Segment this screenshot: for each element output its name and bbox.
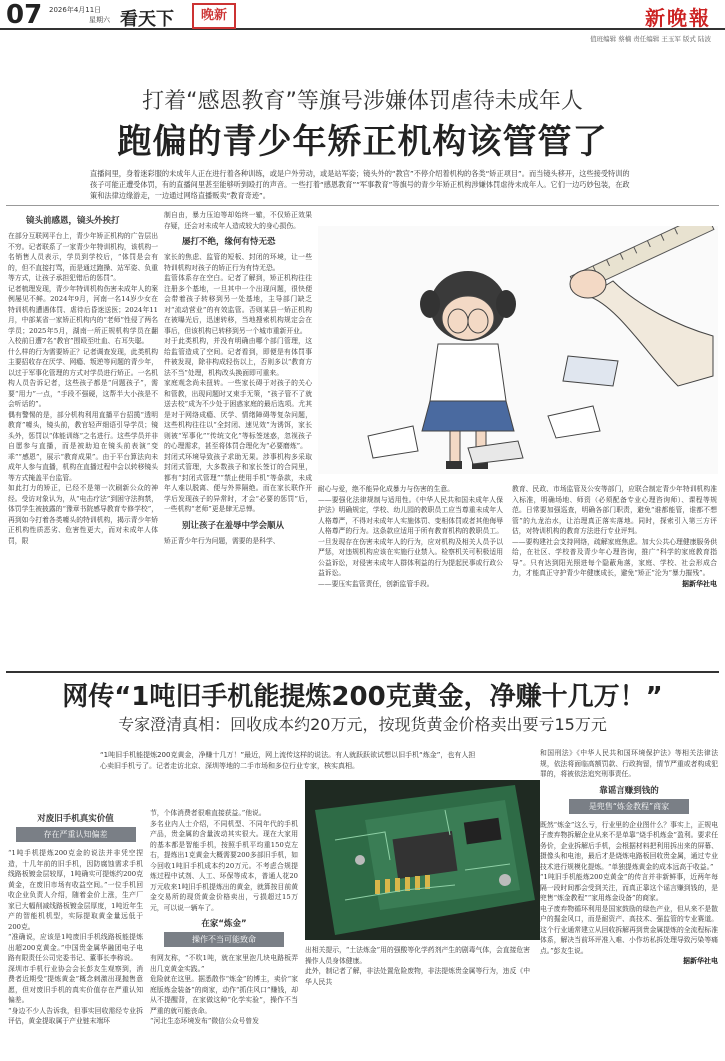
story2-subtitle: 专家澄清真相：回收成本约20万元，按现货黄金价格卖出要亏15万元	[118, 715, 607, 734]
story2-column-4	[540, 748, 718, 1058]
circuit-board-photo	[305, 780, 540, 940]
newspaper-logo: 新晚報	[645, 6, 711, 30]
story2-box1-tag: 存在严重认知偏差	[16, 827, 136, 842]
paragraph: 在部分互联网平台上，青少年矫正机构的广告层出不穷。记者联系了一家青少年特训机构，该机构一名销售人员表示，学员到学校后，“体罚是会有的，但不直接打骂，而是通过跑操、站军姿、负重等方式，让孩子承担犯错后的惩罚”。	[8, 232, 158, 282]
divider	[6, 205, 719, 206]
story2-box2-title: 在家“炼金”	[201, 919, 247, 929]
paragraph: 制自由，暴力压迫等却始终一辙，不仅矫正效果存疑，还会对未成年人造成较大的身心损伤。	[164, 211, 312, 230]
paragraph: “身边不少人告诉我，但事实回收需经专业拆评估，黄金提取属于产业链末端环	[8, 1006, 143, 1025]
story1-column-3	[318, 484, 503, 589]
paragraph: ——要强化法律规制与适用性。《中华人民共和国未成年人保护法》明确规定，学校、幼儿园的教职员工应当尊重未成年人人格尊严，不得对未成年人实施体罚、变相体罚或者其他侮辱人格尊严的行为。这条款应适用于所有教育机构的教职员工。一旦发现存在伤害未成年人的行为，应对机构及相关人员予以严惩，对违规机构应该在实施行业禁入。检察机关可积极适用公益诉讼，对侵害未成年人群体利益的行为提起民事或行政公益诉讼。	[318, 495, 503, 577]
story2-box2-tag: 操作不当可能致命	[164, 932, 284, 947]
story1-kicker: 打着“感恩教育”等旗号涉嫌体罚虐待未成年人	[142, 89, 583, 114]
issue-weekday: 星期六	[89, 16, 110, 24]
paragraph: 多名业内人士介绍，不同机型、不同年代的手机产品，贵金属的含量波动其实很大。现在大家用的基本都是智能手机，按照手机平均重150克左右，提炼出1克黄金大概需要200多部旧手机，如今回收1吨旧手机成本约20万元。不考虑合规提炼过程中试剂、人工、环保等成本，普通人花20万元收来1吨旧手机提炼出的黄金，就算按目前黄金交易所的现货黄金价格卖出，亏损超过15万元，可以说一辆车了。	[150, 819, 298, 912]
story1-column-2	[164, 210, 312, 665]
paragraph: 深圳市手机行业协会会长彭友生观察到，消费者近期受“提炼黄金”概念刺激出现抛售意愿，但对废旧手机的真实价值存在严重认知偏差。	[8, 964, 143, 1004]
paragraph: 电子废弃物循环利用是国家鼓励的绿色产业，但从来不是散户的掘金风口，而是耐资产、高技术、强监管的专业赛道。这个行业通常建立从回收拆解再到贵金属提炼的全流程标准体系，解决当前环评准入难、小作坊私拆处理导致污染等痛点。”彭友生说。	[540, 904, 718, 955]
story2-credit: 据新华社电	[683, 957, 718, 965]
paragraph: 既然“炼金”这么亏，行业里的企业图什么？事实上，正规电子废弃物拆解企业从来不是单靠“烧手机炼金”盈利。要求任务价，企业拆解后手机，会根据材料把利用拆出来的屏幕、摄像头和电池，最后才是烧炼电路板回收贵金属，通过专业技术进行规模化提炼。“单独提炼黄金的成本远高于收益。”	[540, 820, 718, 871]
crying-child-illustration	[318, 226, 718, 474]
paragraph: 矫正青少年行为问题，需要的是科学、	[164, 536, 280, 545]
paragraph: 家庭观念尚未扭转。一些家长碍于对孩子的关心和管教，出现问题时又束手无策，“孩子管不了就送去校”成为不少处于困惑家庭的最后选项。尤其是对于网络成瘾、厌学、情绪障碍等复杂问题，这些机构往往以“全封闭、速见效”为诱饵，家长则被“军事化”“传统文化”等标签迷惑，忽视孩子的心理需求，甚至将体罚合理化为“必要磨炼”。	[164, 379, 312, 450]
paragraph: 封闭式环境导致孩子求助无果。涉事机构多采取封闭式管理，大多数孩子和家长签订的合同里，都有“封闭式管理”“禁止使用手机”等条款，未成年人难以脱离、便与外界隔绝。而在家长联作开学后发现孩子的异常时，才会“必要的惩罚”后，一些机构“老师”更是肆无忌惮。	[164, 452, 312, 513]
paragraph: 如此打力的矫正，已经不是第一次刷新公众的神经。受访对象认为，从“电击疗法”到困守法拘禁，体罚学生被披露的“豫章书院感导教育专修学校”，再到如今打着各类噱头的特训机构，揭示青少年矫正机构性质恶劣、危害性更大，而对未成年人体罚，限	[8, 484, 158, 545]
paragraph: 危险就在这里。据悉散作“炼金”的博主，卖价“家庭版炼金装备”的商家，动作“抓住风口”赚钱，却从不提醒背，在家做这种“化学实验”，操作不当严重的就可能丧命。	[150, 975, 298, 1015]
story1-credit: 据新华社电	[682, 579, 717, 588]
section-name: 看天下	[120, 9, 174, 30]
story1-headline: 跑偏的青少年矫正机构该管管了	[117, 122, 608, 162]
story1-subhead-2: 屡打不绝，缘何有恃无恐	[182, 237, 276, 247]
story2-column-1	[8, 808, 143, 1058]
story2-headline: 网传“1吨旧手机能提炼200克黄金，净赚十几万！”	[62, 682, 663, 712]
paragraph: “1吨旧手机能炼200克黄金”的传言并非新鲜事，近两年每隔一段时间都会受到关注，而真正靠这个谣言赚到钱的，是兜售“炼金教程”“家用炼金设备”的商家。	[540, 873, 718, 902]
story2-column-2	[150, 808, 298, 1058]
story1-column-1	[8, 210, 158, 546]
paragraph: ——要压实监管责任，创新监管手段。	[318, 579, 434, 588]
story2-box1-title: 对废旧手机真实价值	[37, 814, 114, 824]
story2-lead: “1吨旧手机能提炼200克黄金，净赚十几万！”最近，网上流传这样的说法。有人就跃跃欲试想以旧手机“炼金”，也有人担心卖旧手机亏了。记者走访北京、深圳等地的二手市场和多位行业专家，核实真相。	[100, 751, 476, 770]
paragraph: 教育、民政、市场监管及公安等部门，应联合制定青少年特训机构准入标准，明确场地、师资（必须配备专业心理咨询师）、课程等规范。日常要加强巡查，明确各部门职责，避免“谁都能管，谁都不想管”的九龙治水，让治理真正落实落地。同时，探索引入第三方评估，对特训机构的教育方法进行专业评判。	[512, 485, 717, 535]
issue-date: 2026年4月11日	[49, 6, 102, 14]
masthead	[0, 0, 725, 30]
paragraph: 监管体系存在空白。记者了解到，矫正机构往往注册多个基地，一旦其中一个出现问题，很快便会带着孩子转移到另一处基地，主导部门缺乏对“流动营业”的有效监管。否则某县一矫正机构在被曝光后，迅速转移，当地搜索机构规定会在事后，但该机构已转移到另一个城市重新开业。	[164, 274, 312, 335]
circuit-board-image	[305, 780, 540, 940]
paragraph: 记者梳理发现，青少年特训机构伤害未成年人的案例屡见不鲜。2024年9月，河南一名14岁少女在特训机构遭遇体罚、虐待后昏迷送医；2024年11月，中部某省一家矫正机构内的“老师”性侵了两名学员；2025年5月，湖南一所正规机构学员在翻入校前日遭7名“教官”围殴至吐血、右耳失聪。	[8, 284, 158, 345]
page-number: 07	[6, 0, 43, 30]
story2-column-3	[305, 945, 530, 987]
paragraph: 家长的焦虑、监管的短板、封闭的环境，让一些特训机构对孩子的矫正行为有恃无恐。	[164, 253, 312, 272]
section-divider	[6, 671, 719, 673]
paragraph: “河北生态环境发布”微信公众号曾发	[150, 1017, 259, 1025]
story2-box3-tag: 是兜售“炼金教程”商家	[569, 799, 689, 814]
story1-column-4	[512, 484, 717, 589]
paragraph: 此外，制记者了解，非法处置危险废物，非法提炼贵金属等行为，违反《中华人民共	[305, 967, 530, 986]
paragraph: 对于此类机构，并没有明确由哪个部门管理，这给监管造成了空间。记者看到，即便是有体罚事件被发现，除非构成轻伤以上，否则多以“教育方法不当”处理，机构改头换面即可重来。	[164, 337, 312, 377]
paragraph: ——要构建社会支持网络，疏解家庭焦虑。加大公共心理健康服务供给，在社区、学校普及青少年心理咨询，推广“科学的家庭教育指导”。只有达到阳光照进每个隐蔽角落，家庭、学校、社会形成合力，才能真正守护青少年健康成长，避免“矫正”沦为“暴力摧残”。	[512, 537, 717, 577]
story1-subhead-3: 别让孩子在羞辱中学会顺从	[182, 520, 285, 531]
paragraph: 出相关提示，“土法炼金”用的强酸等化学药剂产生的剧毒气体，会直接危害操作人员身体健康。	[305, 946, 530, 965]
paragraph: 偶有警惕的是，部分机构利用直播平台招揽“透明教育”噱头，镜头前，教官轻声细语引导学员；镜头外，惩罚以“体能训练”之名进行。这些学员并非自愿参与直播，而是被助迫在镜头前表演“变乖”“感恩”，展示“教育成果”。由于平台算法向未成年人参与直播，机构在直播过程中会以转移镜头等方式掩盖平台监管。	[8, 410, 158, 482]
story2-box3-title: 靠谣言赚到钱的	[599, 785, 659, 796]
dateline	[49, 5, 110, 25]
editors-credit: 值班编辑 蔡楠 责任编辑 王玉军 版式 陆波	[590, 35, 711, 43]
paragraph: 什么样的行为需要矫正？记者调查发现，此类机构主要招收存在厌学、网瘾、叛逆等问题的青少年，以过于军事化管理的方式对学员进行矫正。一名机构人员告诉记者，这些孩子都是“问题孩子”，需要“用力”一点，“手段不强硬，这帮半大小孩是不会听话的”。	[8, 347, 158, 408]
paragraph: 和国刑法》《中华人民共和国环境保护法》等相关法律法规，依法将面临高额罚款、行政拘留，情节严重或者构成犯罪的，将被依法追究刑事责任。	[540, 749, 718, 778]
paragraph: 节，个体消费者很难直接获益。”他说。	[150, 809, 266, 817]
paragraph: “1吨手机提炼200克金的说法并非凭空捏造，十几年前的旧手机，因防腐蚀需求手机线路板镀金层较厚，1吨确实可提炼约200克黄金，在废旧市场有收益空间。”一位手机回收企业负责人介绍，随着金价上涨，生产厂家已大幅削减线路板镀金层厚度，1吨近年生产的智能机机型，实际提取黄金量远低于200克。	[8, 849, 143, 931]
story1-lead: 直播间里，身着迷彩服的未成年人正在进行着各种训练，或是户外劳动，或是站军姿；镜头外的“教官”不停介绍着机构的各类“矫正项目”。而当镜头移开，这些接受特训的孩子可能正遭受体罚，有的直播间里甚至能够听到殴打的声音。一些打着“感恩教育”“军事教育”等旗号的青少年矫正机构涉嫌体罚虐待未成年人。它们一边巧妙包装，在政策和法律边缘游走，一边通过网络直播贩卖“教育奇迹”。	[90, 169, 630, 200]
paragraph: 耐心与爱，绝不能异化成暴力与伤害的生意。	[318, 485, 454, 493]
story1-illustration	[318, 226, 718, 474]
story1-subhead-1: 镜头前感恩，镜头外挨打	[26, 216, 120, 226]
paragraph: “准确说，应该是1吨废旧手机线路板能提炼出超200克黄金。”中国贵金属华融团电子电路有限责任公司完委书记、董事长李称说。	[8, 933, 143, 962]
paragraph: 有网友称，“不吹1吨，就在家里泡几块电路板弄出几克黄金实践。”	[150, 954, 298, 973]
newspaper-seal: 晚新	[192, 3, 236, 29]
